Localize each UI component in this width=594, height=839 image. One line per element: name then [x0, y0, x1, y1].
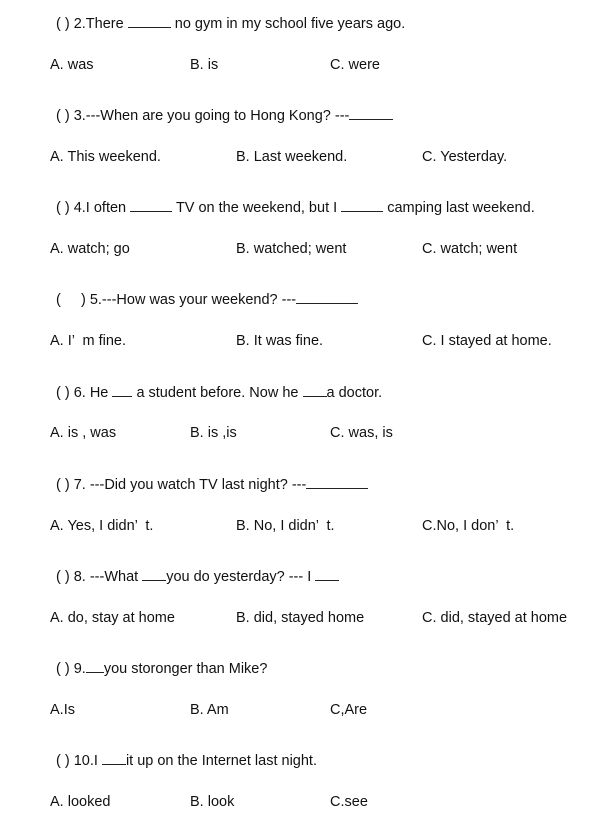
answer-blank	[341, 196, 383, 212]
answer-blank	[102, 749, 126, 765]
answer-blank	[112, 381, 132, 397]
question-text: it up on the Internet last night.	[125, 753, 317, 769]
question-6	[0, 381, 594, 403]
question-8	[0, 565, 594, 587]
answer-blank	[303, 381, 327, 397]
option-c[interactable]: C. did, stayed at home	[422, 610, 568, 626]
option-c[interactable]: C. were	[330, 57, 380, 73]
answer-blank	[142, 565, 166, 581]
options-row	[0, 238, 594, 260]
question-stem: ( ) 2.There	[56, 16, 124, 32]
answer-blank	[315, 565, 339, 581]
options-row	[0, 330, 594, 352]
answer-blank	[128, 12, 171, 28]
question-stem: ( ) 8. ---What	[56, 569, 139, 585]
question-5	[0, 288, 594, 310]
option-b[interactable]: B. is	[190, 57, 219, 73]
question-9	[0, 657, 594, 679]
option-b[interactable]: B. No, I didn’ t.	[236, 518, 335, 534]
option-c[interactable]: C. I stayed at home.	[422, 333, 552, 349]
question-10	[0, 749, 594, 771]
question-3	[0, 104, 594, 126]
option-b[interactable]: B. is ,is	[190, 425, 237, 441]
option-a[interactable]: A. is , was	[50, 425, 117, 441]
option-a[interactable]: A. watch; go	[50, 241, 130, 257]
options-row	[0, 791, 594, 813]
answer-blank	[130, 196, 172, 212]
options-row	[0, 422, 594, 444]
option-b[interactable]: B. did, stayed home	[236, 610, 365, 626]
answer-blank	[296, 288, 358, 304]
question-stem: ( ) 9.	[56, 661, 86, 677]
question-stem: ( ) 5.---How was your weekend? ---	[56, 292, 297, 308]
option-b[interactable]: B. Am	[190, 702, 229, 718]
option-c[interactable]: C. was, is	[330, 425, 393, 441]
option-a[interactable]: A. I’ m fine.	[50, 333, 127, 349]
option-c[interactable]: C. Yesterday.	[422, 149, 508, 165]
question-7	[0, 473, 594, 495]
options-row	[0, 699, 594, 721]
question-text: you storonger than Mike?	[103, 661, 268, 677]
question-text: TV on the weekend, but I	[175, 200, 338, 216]
option-c[interactable]: C. watch; went	[422, 241, 518, 257]
option-b[interactable]: B. look	[190, 794, 235, 810]
answer-blank	[306, 473, 368, 489]
option-b[interactable]: B. Last weekend.	[236, 149, 348, 165]
option-c[interactable]: C.see	[330, 794, 368, 810]
options-row	[0, 515, 594, 537]
question-stem: ( ) 3.---When are you going to Hong Kong? ---	[56, 108, 350, 124]
question-stem: ( ) 7. ---Did you watch TV last night? ---	[56, 477, 307, 493]
option-a[interactable]: A. This weekend.	[50, 149, 161, 165]
answer-blank	[86, 657, 104, 673]
options-row	[0, 146, 594, 168]
option-a[interactable]: A.Is	[50, 702, 75, 718]
options-row	[0, 607, 594, 629]
options-row	[0, 54, 594, 76]
question-text: no gym in my school five years ago.	[174, 16, 406, 32]
option-c[interactable]: C.No, I don’ t.	[422, 518, 515, 534]
option-c[interactable]: C,Are	[330, 702, 368, 718]
option-a[interactable]: A. was	[50, 57, 94, 73]
answer-blank	[349, 104, 393, 120]
option-b[interactable]: B. It was fine.	[236, 333, 324, 349]
question-text-tail: a doctor.	[326, 385, 383, 401]
question-stem: ( ) 4.I often	[56, 200, 127, 216]
option-b[interactable]: B. watched; went	[236, 241, 347, 257]
question-2	[0, 12, 594, 34]
option-a[interactable]: A. looked	[50, 794, 111, 810]
question-text-tail: camping last weekend.	[387, 200, 535, 216]
option-a[interactable]: A. do, stay at home	[50, 610, 175, 626]
question-stem: ( ) 6. He	[56, 385, 109, 401]
question-stem: ( ) 10.I	[56, 753, 98, 769]
question-text: a student before. Now he	[136, 385, 299, 401]
option-a[interactable]: A. Yes, I didn’ t.	[50, 518, 154, 534]
question-text: you do yesterday? --- I	[166, 569, 312, 585]
question-4	[0, 196, 594, 218]
